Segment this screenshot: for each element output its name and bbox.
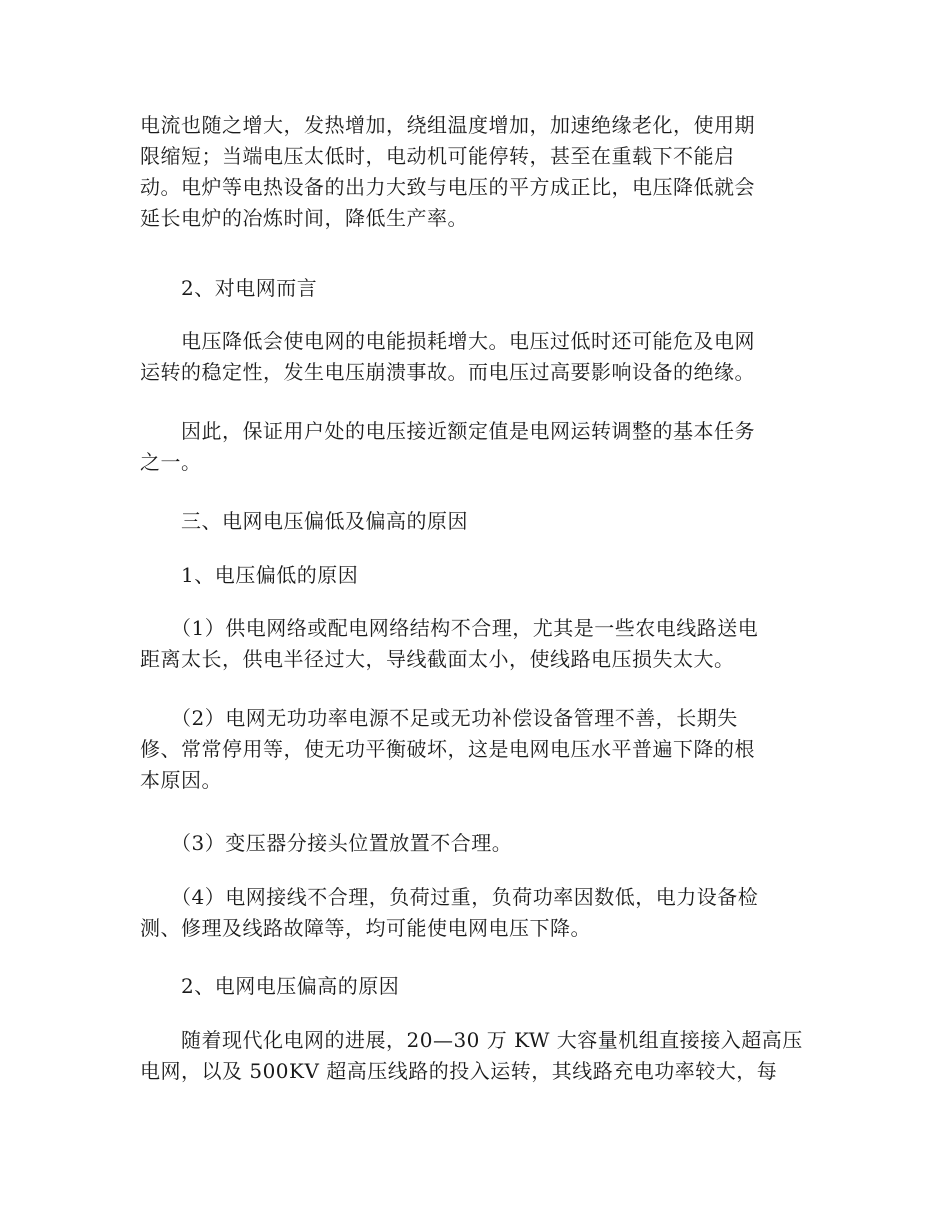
paragraph-high-voltage-intro [140, 1025, 810, 1087]
paragraph-motor-effects [140, 110, 810, 234]
paragraph-cause-3 [140, 828, 810, 859]
text-line: （2）电网无功功率电源不足或无功补偿设备管理不善，长期失 [140, 706, 738, 730]
text-line: （4）电网接线不合理，负荷过重，负荷功率因数低，电力设备检 [140, 885, 759, 909]
heading-high-voltage-causes [140, 971, 810, 1002]
text-line: 因此，保证用户处的电压接近额定值是电网运转调整的基本任务 [140, 419, 755, 443]
text-line: 动。电炉等电热设备的出力大致与电压的平方成正比，电压降低就会 [140, 175, 755, 199]
text-line: 随着现代化电网的进展，20—30 万 KW 大容量机组直接接入超高压 [140, 1028, 803, 1052]
paragraph-cause-4 [140, 882, 810, 944]
text-line: 电压降低会使电网的电能损耗增大。电压过低时还可能危及电网 [140, 329, 755, 353]
paragraph-cause-1 [140, 613, 810, 675]
text-line: （3）变压器分接头位置放置不合理。 [140, 831, 513, 855]
paragraph-cause-2 [140, 703, 810, 796]
text-line: 之一。 [140, 450, 202, 474]
text-line: 2、电网电压偏高的原因 [140, 974, 400, 998]
text-line: 本原因。 [140, 768, 222, 792]
text-line: 修、常常停用等，使无功平衡破坏，这是电网电压水平普遍下降的根 [140, 737, 755, 761]
text-line: 测、修理及线路故障等，均可能使电网电压下降。 [140, 916, 591, 940]
heading-section-three [140, 506, 810, 537]
text-line: 运转的稳定性，发生电压崩溃事故。而电压过高要影响设备的绝缘。 [140, 360, 755, 384]
text-line: 延长电炉的冶炼时间，降低生产率。 [140, 206, 468, 230]
heading-grid-impact [140, 273, 810, 304]
heading-low-voltage-causes [140, 560, 810, 591]
text-line: 三、电网电压偏低及偏高的原因 [140, 509, 468, 533]
text-line: 限缩短；当端电压太低时，电动机可能停转，甚至在重载下不能启 [140, 144, 735, 168]
text-line: （1）供电网络或配电网络结构不合理，尤其是一些农电线路送电 [140, 616, 759, 640]
text-line: 距离太长，供电半径过大，导线截面太小，使线路电压损失太大。 [140, 647, 735, 671]
text-line: 1、电压偏低的原因 [140, 563, 359, 587]
text-line: 电网，以及 500KV 超高压线路的投入运转，其线路充电功率较大，每 [140, 1059, 778, 1083]
text-line: 电流也随之增大，发热增加，绕组温度增加，加速绝缘老化，使用期 [140, 113, 755, 137]
paragraph-basic-task [140, 416, 810, 478]
paragraph-grid-loss [140, 326, 810, 388]
text-line: 2、对电网而言 [140, 276, 318, 300]
